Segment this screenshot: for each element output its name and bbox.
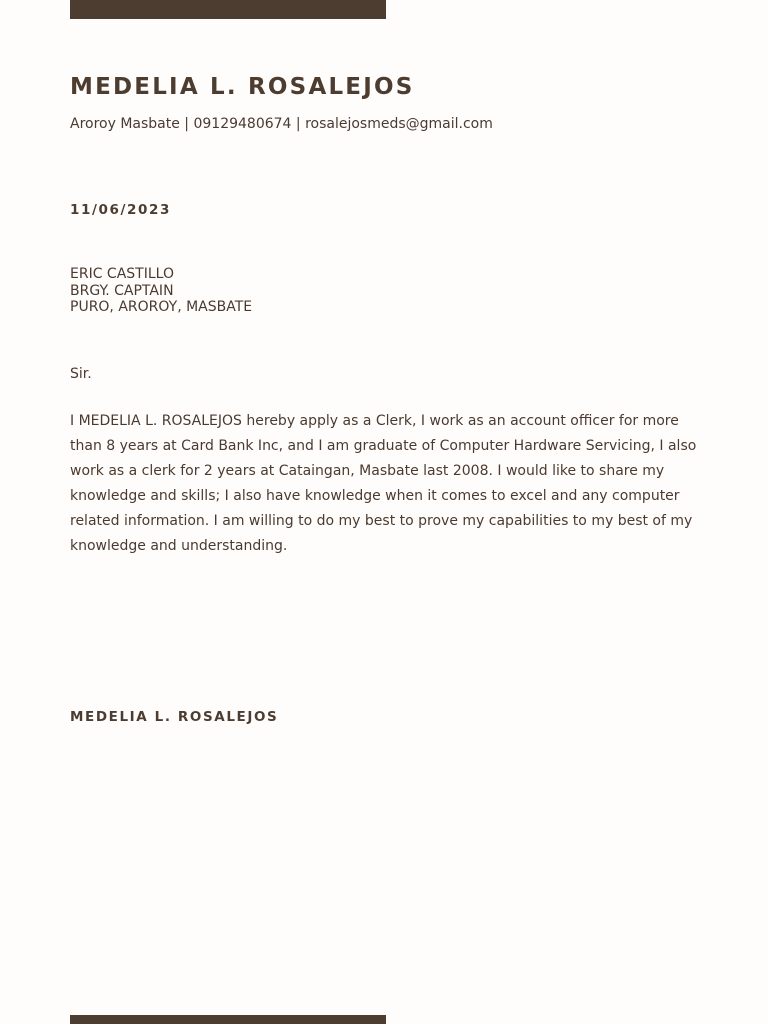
bottom-accent-bar: [70, 1015, 386, 1024]
recipient-address: PURO, AROROY, MASBATE: [70, 299, 253, 316]
recipient-name: ERIC CASTILLO: [70, 266, 174, 282]
signature-name: MEDELIA L. ROSALEJOS: [70, 709, 279, 725]
top-accent-bar: [70, 0, 386, 19]
salutation: Sir.: [70, 366, 92, 382]
letter-body: I MEDELIA L. ROSALEJOS hereby apply as a Clerk, I work as an account officer for more than 8 years at Card Bank Inc, and I am graduate of Computer Hardware Servicing, I also work as a clerk for 2 years at Cataingan, Masbate last 2008. I would like to share my knowledge and skills; I also have knowledge when it comes to excel and any computer related information. I am willing to do my best to prove my capabilities to my best of my knowledge and understanding.: [70, 413, 697, 554]
contact-info: Aroroy Masbate | 09129480674 | rosalejosmeds@gmail.com: [70, 116, 493, 132]
applicant-name: MEDELIA L. ROSALEJOS: [70, 74, 415, 100]
letter-date: 11/06/2023: [70, 202, 172, 218]
recipient-title: BRGY. CAPTAIN: [70, 282, 174, 299]
recipient-block: [70, 266, 252, 316]
